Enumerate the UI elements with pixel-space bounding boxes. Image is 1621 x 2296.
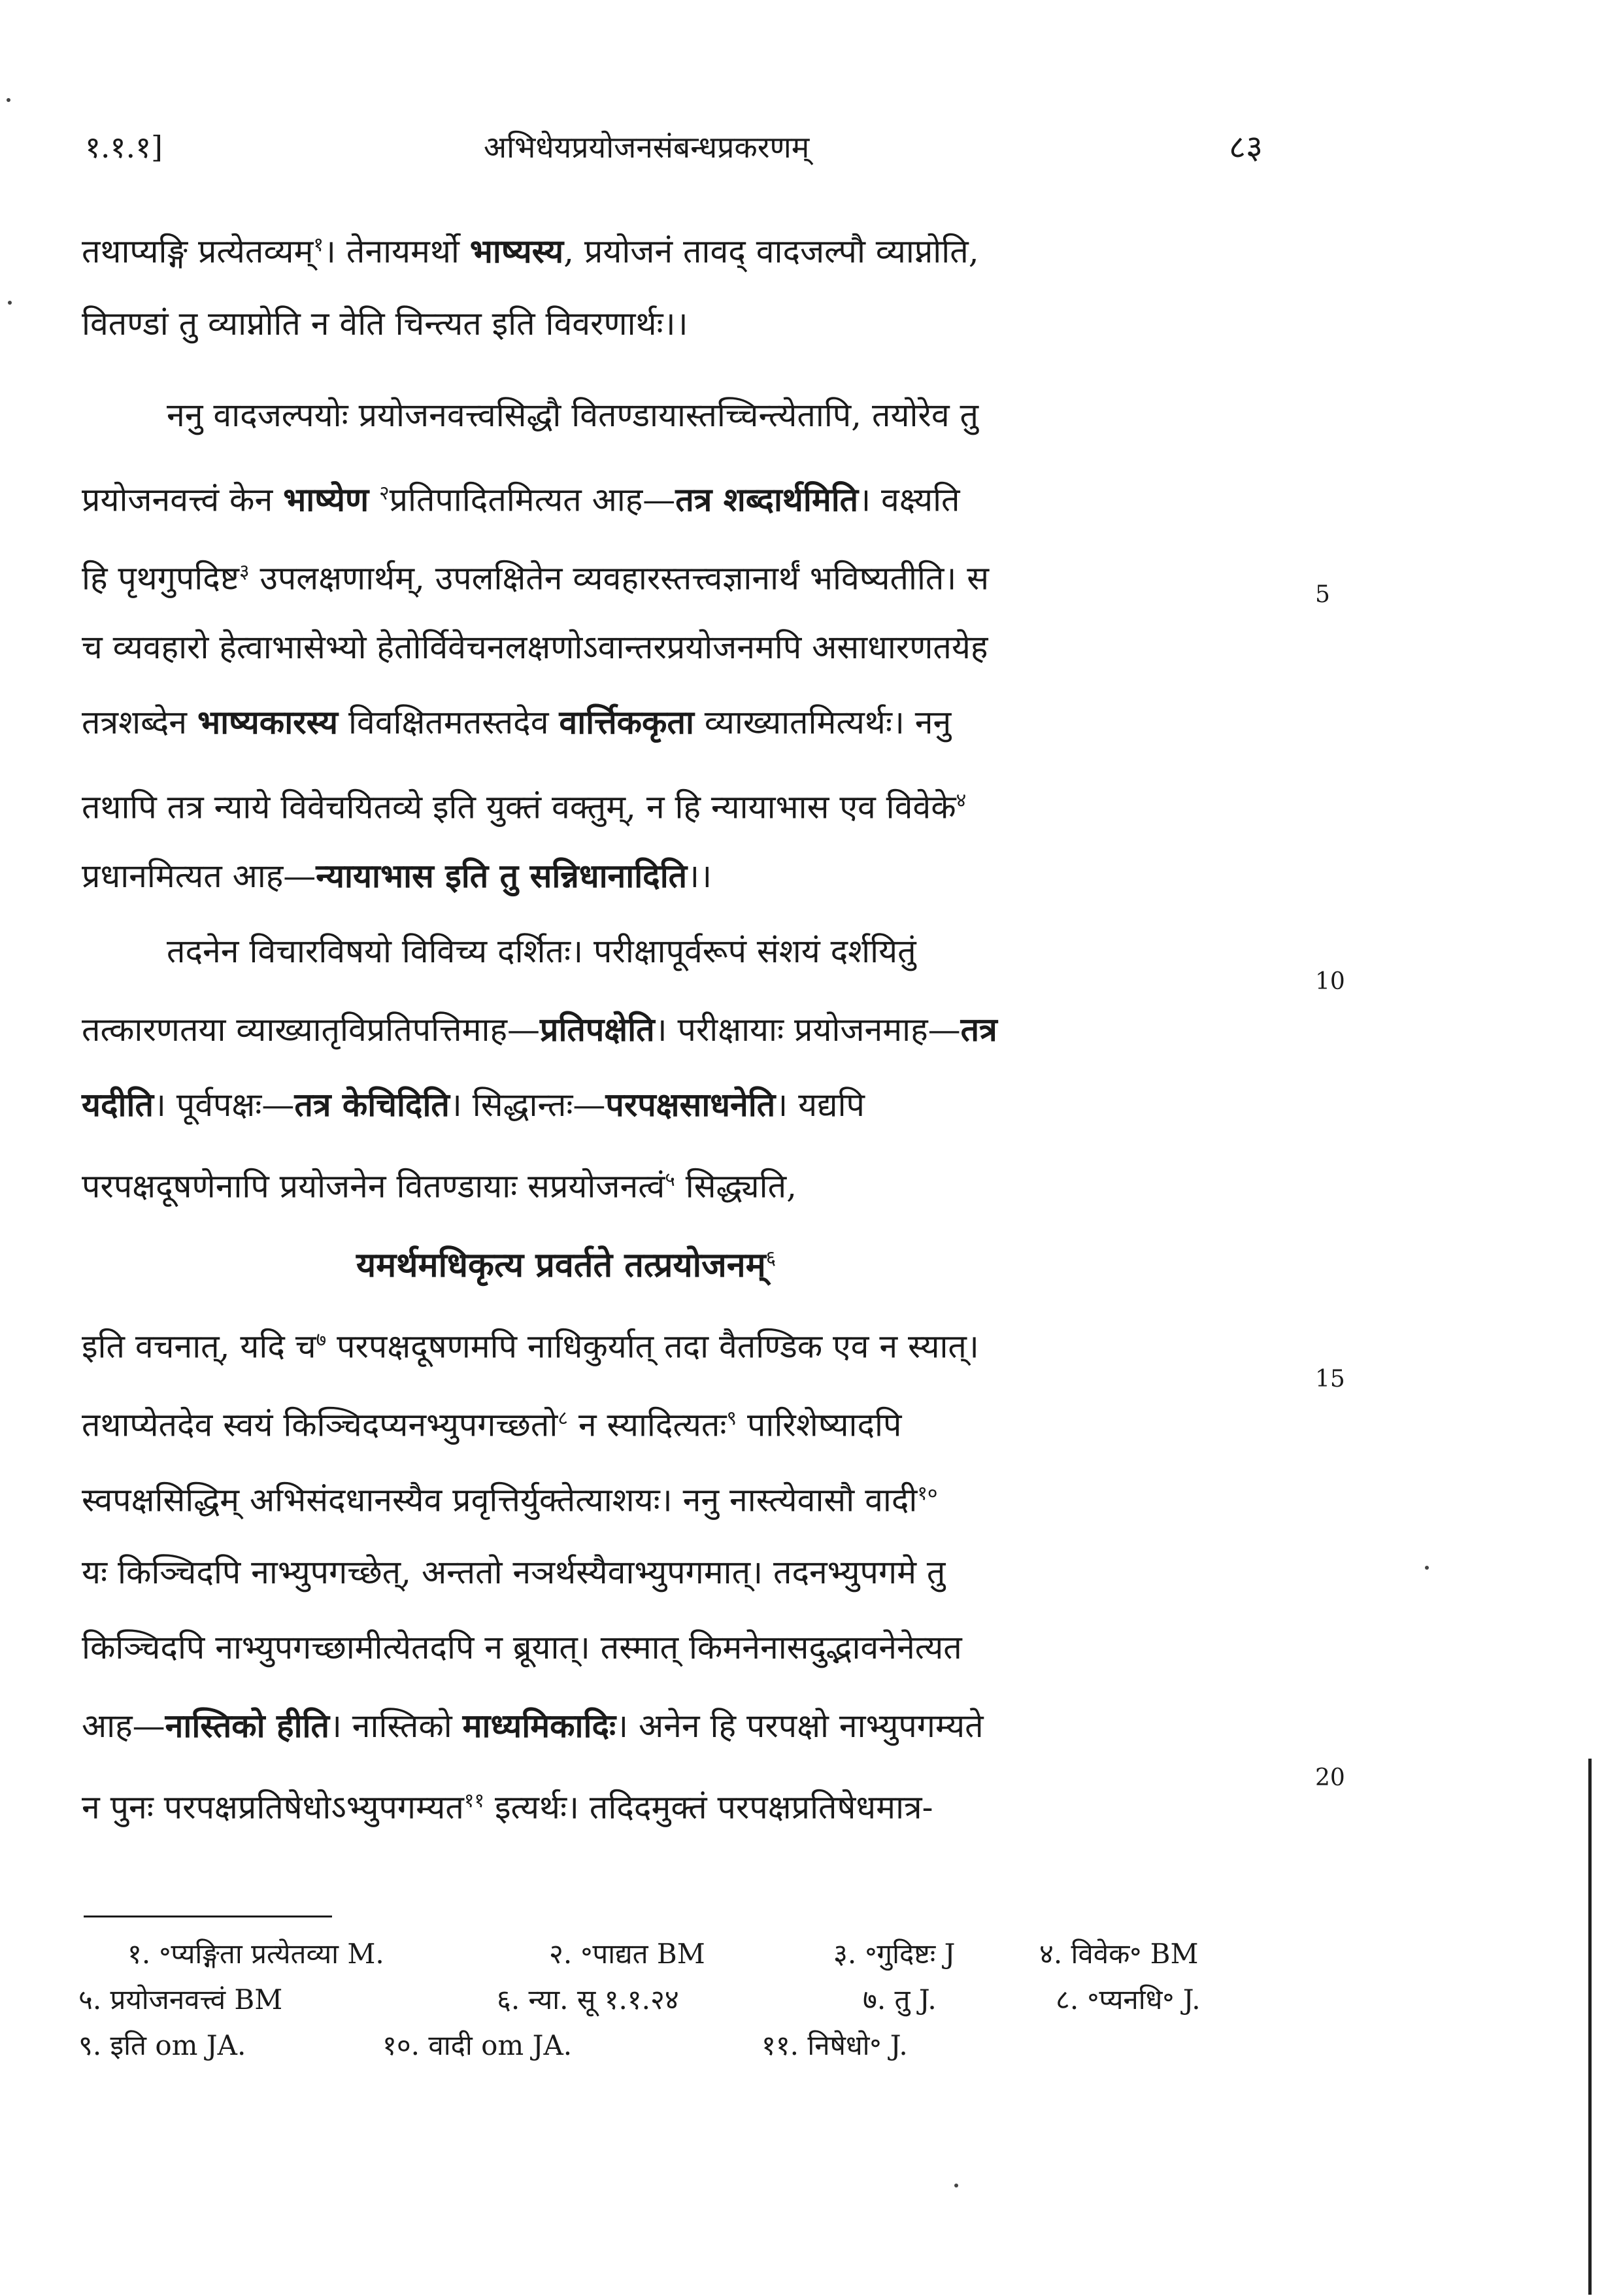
text-line bbox=[82, 1468, 938, 1527]
text-run: प्रधानमित्यत आह— bbox=[82, 857, 316, 895]
text-line bbox=[82, 1004, 997, 1056]
text-line bbox=[82, 1546, 945, 1598]
text-run: इति वचनात्, यदि च bbox=[82, 1327, 316, 1366]
text-run: । वक्ष्यति bbox=[858, 481, 960, 519]
text-run: परपक्षदूषणमपि नाधिकुर्यात् तदा वैतण्डिक एव न स्यात्। bbox=[326, 1327, 979, 1366]
text-line bbox=[356, 1232, 776, 1291]
text-run: ।। bbox=[687, 857, 712, 895]
bold-lemma: तत्र bbox=[960, 1010, 997, 1049]
line-number: 15 bbox=[1315, 1366, 1345, 1393]
footnote-marker: ७ bbox=[316, 1328, 327, 1351]
footnote-marker: ४ bbox=[956, 789, 967, 812]
text-run: । तेनायमर्थो bbox=[324, 232, 470, 271]
footnote-marker: १ bbox=[313, 233, 324, 256]
text-run: । नास्तिको bbox=[329, 1707, 463, 1745]
text-line bbox=[82, 621, 988, 673]
text-line bbox=[82, 1314, 979, 1373]
text-line bbox=[82, 1393, 901, 1451]
text-run: स्वपक्षसिद्धिम् अभिसंदधानस्यैव प्रवृत्तिर्युक्तेत्याशयः। ननु नास्त्येवासौ वादी bbox=[82, 1481, 918, 1519]
text-run: व्याख्यातमित्यर्थः। ननु bbox=[694, 703, 952, 741]
text-line bbox=[167, 389, 978, 441]
footnote: ८. ॰प्यनधि॰ J. bbox=[1056, 1984, 1201, 2016]
footnote-marker: ९ bbox=[726, 1407, 737, 1430]
text-run: । पूर्वपक्षः— bbox=[153, 1086, 295, 1124]
text-line bbox=[82, 775, 966, 834]
section-reference: १.१.१] bbox=[85, 129, 163, 165]
text-line bbox=[82, 1700, 984, 1752]
text-run bbox=[369, 481, 379, 519]
text-run: सिद्ध्यति, bbox=[675, 1167, 797, 1206]
line-number: 20 bbox=[1315, 1764, 1345, 1791]
text-run: तत्रशब्देन bbox=[82, 703, 197, 741]
text-line bbox=[82, 850, 712, 902]
text-run: तथाप्यङ्गि प्रत्येतव्यम् bbox=[82, 232, 314, 271]
footnote-marker: १० bbox=[917, 1482, 938, 1505]
footnote: १०. वादी om JA. bbox=[382, 2029, 573, 2061]
text-line bbox=[167, 925, 916, 977]
text-run: तत्कारणतया व्याख्यातृविप्रतिपत्तिमाह— bbox=[82, 1011, 540, 1049]
text-run: । सिद्धान्तः— bbox=[449, 1086, 606, 1124]
text-run: विवक्षितमतस्तदेव bbox=[338, 703, 560, 741]
bold-lemma: माध्यमिकादिः bbox=[462, 1706, 616, 1745]
bold-lemma: भाष्यकारस्य bbox=[197, 703, 339, 741]
footnote-marker: ६ bbox=[765, 1247, 777, 1270]
text-run: पारिशेष्यादपि bbox=[737, 1406, 902, 1444]
footnote: ६. न्या. सू १.१.२४ bbox=[497, 1984, 679, 2016]
text-line bbox=[82, 546, 989, 605]
running-title: अभिधेयप्रयोजनसंबन्धप्रकरणम् bbox=[484, 129, 810, 165]
text-run: । परीक्षायाः प्रयोजनमाह— bbox=[654, 1011, 961, 1049]
footnote-marker: २ bbox=[379, 482, 390, 505]
text-run: इत्यर्थः। तदिदमुक्तं परपक्षप्रतिषेधमात्र- bbox=[484, 1788, 933, 1827]
text-line bbox=[82, 696, 951, 749]
text-run: च व्यवहारो हेत्वाभासेभ्यो हेतोर्विवेचनलक्षणोऽवान्तरप्रयोजनमपि असाधारणतयेह bbox=[82, 628, 988, 666]
text-line bbox=[82, 467, 960, 526]
text-run: हि पृथगुपदिष्ट bbox=[82, 559, 239, 598]
text-run: । यद्यपि bbox=[775, 1086, 865, 1124]
footnote-rule bbox=[84, 1916, 332, 1917]
text-line bbox=[82, 1621, 962, 1674]
footnote-marker: ८ bbox=[558, 1407, 568, 1430]
footnote: ४. विवेक॰ BM bbox=[1039, 1938, 1199, 1970]
footnote: ३. ॰गुदिष्टः J bbox=[833, 1938, 956, 1970]
text-line bbox=[82, 1154, 797, 1213]
bold-lemma: भाष्येण bbox=[283, 480, 369, 519]
bold-lemma: तत्र केचिदिति bbox=[294, 1085, 450, 1124]
text-run: प्रतिपादितमित्यत आह— bbox=[389, 481, 676, 519]
text-run: , प्रयोजनं तावद् वादजल्पौ व्याप्नोति, bbox=[563, 232, 979, 271]
text-line bbox=[82, 1079, 865, 1131]
bold-lemma: यमर्थमधिकृत्य प्रवर्तते तत्प्रयोजनम् bbox=[356, 1245, 766, 1285]
scan-speck bbox=[1425, 1566, 1429, 1570]
footnote: २. ॰पाद्यत BM bbox=[549, 1938, 705, 1970]
footnote: ११. निषेधो॰ J. bbox=[761, 2029, 908, 2061]
scan-speck bbox=[7, 98, 10, 102]
footnote-marker: ३ bbox=[239, 560, 250, 583]
footnote-marker: ५ bbox=[665, 1168, 675, 1191]
scan-speck bbox=[954, 2184, 958, 2187]
text-run: प्रयोजनवत्त्वं केन bbox=[82, 481, 284, 519]
bold-lemma: वार्त्तिककृता bbox=[559, 703, 694, 741]
text-run: तदनेन विचारविषयो विविच्य दर्शितः। परीक्षापूर्वरूपं संशयं दर्शयितुं bbox=[167, 932, 916, 970]
scan-edge-shadow bbox=[1588, 1759, 1592, 2295]
text-line bbox=[82, 297, 688, 350]
footnote: ५. प्रयोजनवत्त्वं BM bbox=[78, 1984, 283, 2016]
page-number: ८३ bbox=[1229, 128, 1263, 166]
line-number: 5 bbox=[1315, 581, 1330, 608]
footnote-marker: ११ bbox=[463, 1789, 485, 1812]
text-run: न पुनः परपक्षप्रतिषेधोऽभ्युपगम्यत bbox=[82, 1788, 464, 1827]
text-run: ननु वादजल्पयोः प्रयोजनवत्त्वसिद्धौ वितण्डायास्तच्चिन्त्येतापि, तयोरेव तु bbox=[167, 396, 979, 434]
text-run: आह— bbox=[82, 1707, 165, 1745]
bold-lemma: नास्तिको हीति bbox=[165, 1706, 329, 1745]
text-run: तथाप्येतदेव स्वयं किञ्चिदप्यनभ्युपगच्छतो bbox=[82, 1406, 558, 1444]
scan-speck bbox=[8, 301, 12, 305]
text-line bbox=[82, 219, 979, 278]
footnote: ७. तु J. bbox=[863, 1984, 937, 2016]
bold-lemma: तत्र शब्दार्थमिति bbox=[675, 480, 859, 519]
text-run: यः किञ्चिदपि नाभ्युपगच्छेत्, अन्ततो नञर्थस्यैवाभ्युपगमात्। तदनभ्युपगमे तु bbox=[82, 1553, 946, 1591]
text-run: । अनेन हि परपक्षो नाभ्युपगम्यते bbox=[616, 1707, 984, 1745]
text-run: न स्यादित्यतः bbox=[567, 1406, 727, 1444]
text-line bbox=[82, 1775, 933, 1834]
text-run: किञ्चिदपि नाभ्युपगच्छामीत्येतदपि न ब्रूयात्। तस्मात् किमनेनासदुद्भावनेनेत्यत bbox=[82, 1629, 962, 1666]
footnote: १. ॰प्यङ्गिता प्रत्येतव्या M. bbox=[127, 1938, 384, 1970]
bold-lemma: यदीति bbox=[82, 1085, 154, 1124]
text-run: उपलक्षणार्थम्, उपलक्षितेन व्यवहारस्तत्त्वज्ञानार्थं भविष्यतीति। स bbox=[249, 559, 990, 598]
text-run: वितण्डां तु व्याप्नोति न वेति चिन्त्यत इति विवरणार्थः।। bbox=[82, 305, 688, 343]
footnote: ९. इति om JA. bbox=[78, 2029, 246, 2061]
text-run: तथापि तत्र न्याये विवेचयितव्ये इति युक्तं वक्तुम्, न हि न्यायाभास एव विवेके bbox=[82, 788, 956, 826]
bold-lemma: परपक्षसाधनेति bbox=[605, 1085, 776, 1124]
bold-lemma: न्यायाभास इति तु सन्निधानादिति bbox=[316, 856, 688, 895]
line-number: 10 bbox=[1315, 968, 1345, 995]
text-run: परपक्षदूषणेनापि प्रयोजनेन वितण्डायाः सप्रयोजनत्वं bbox=[82, 1167, 665, 1206]
bold-lemma: भाष्यस्य bbox=[469, 231, 564, 271]
bold-lemma: प्रतिपक्षेति bbox=[540, 1010, 655, 1049]
